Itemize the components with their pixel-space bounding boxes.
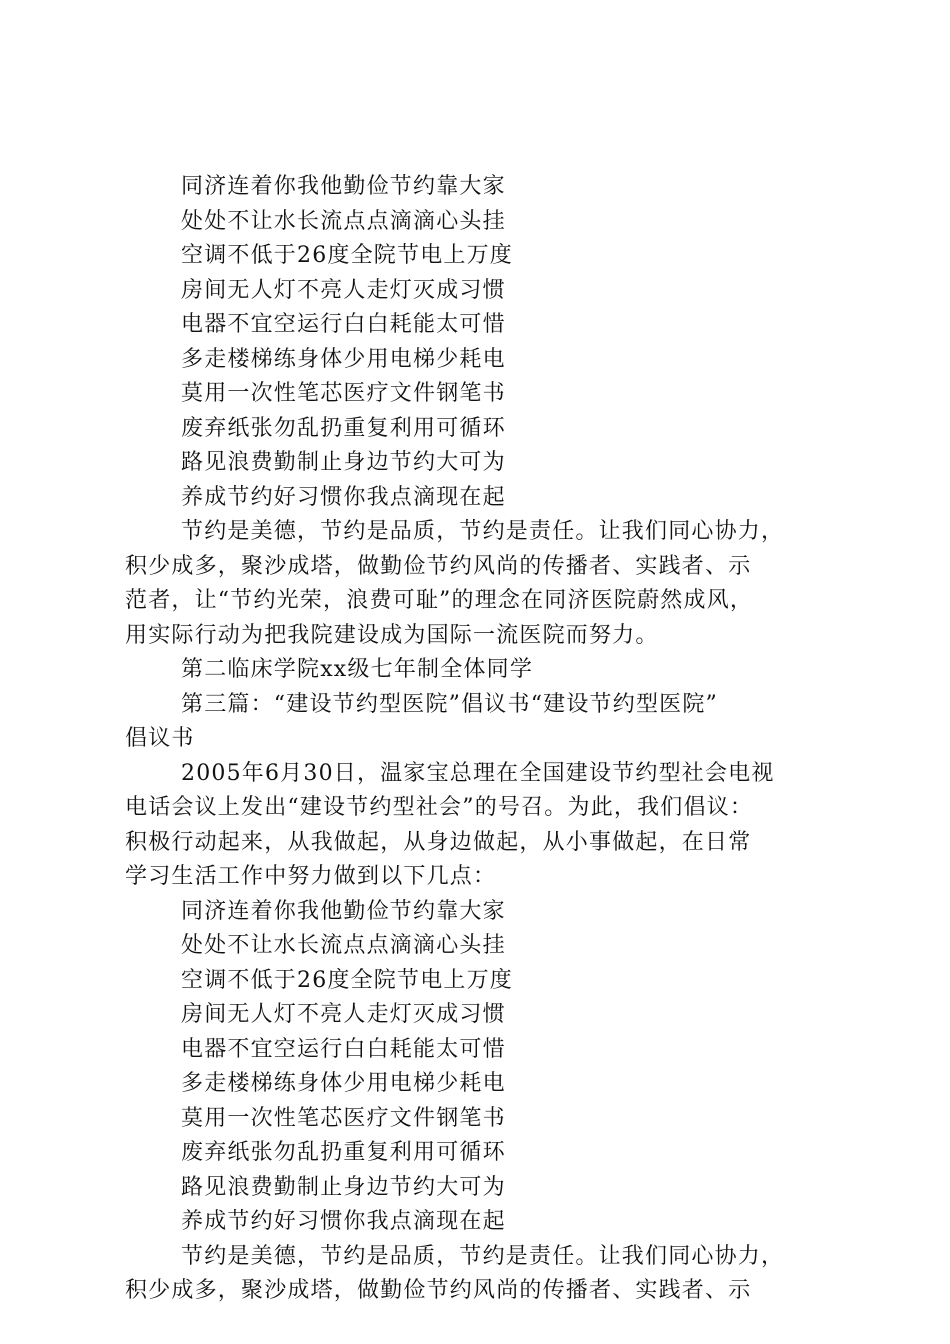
verse-line: 同济连着你我他勤俭节约靠大家 [181, 174, 506, 199]
signature-line: 第二临床学院xx级七年制全体同学 [181, 657, 534, 682]
closing-paragraph [125, 515, 845, 653]
slogan-verse-block [125, 895, 845, 1240]
verse-line: 电器不宜空运行白白耗能太可惜 [181, 312, 506, 337]
paragraph-line: 学习生活工作中努力做到以下几点： [125, 864, 497, 889]
verse-line: 路见浪费勤制止身边节约大可为 [181, 1174, 506, 1200]
verse-line: 多走楼梯练身体少用电梯少耗电 [181, 346, 506, 372]
paragraph-line: 积少成多，聚沙成塔，做勤俭节约风尚的传播者、实践者、示 [125, 553, 752, 579]
verse-line: 养成节约好习惯你我点滴现在起 [181, 1209, 506, 1234]
closing-paragraph [125, 1240, 845, 1309]
verse-line: 莫用一次性笔芯医疗文件钢笔书 [181, 381, 506, 406]
verse-line: 房间无人灯不亮人走灯灭成习惯 [181, 1002, 506, 1027]
verse-line: 莫用一次性笔芯医疗文件钢笔书 [181, 1105, 506, 1131]
verse-line: 空调不低于26度全院节电上万度 [181, 967, 513, 993]
paragraph-line: 2005年6月30日，温家宝总理在全国建设节约型社会电视 [181, 760, 775, 786]
paragraph-line: 用实际行动为把我院建设成为国际一流医院而努力。 [125, 622, 659, 648]
verse-line: 养成节约好习惯你我点滴现在起 [181, 484, 506, 510]
section-title [125, 688, 845, 757]
section-title-line: 第三篇：“建设节约型医院”倡议书“建设节约型医院” [181, 691, 718, 717]
verse-line: 废弃纸张勿乱扔重复利用可循环 [181, 1140, 506, 1165]
verse-line: 电器不宜空运行白白耗能太可惜 [181, 1036, 506, 1062]
verse-line: 房间无人灯不亮人走灯灭成习惯 [181, 277, 506, 303]
verse-line: 处处不让水长流点点滴滴心头挂 [181, 208, 506, 234]
document-body [125, 170, 845, 1309]
paragraph-line: 电话会议上发出“建设节约型社会”的号召。为此，我们倡议： [125, 795, 754, 820]
verse-line: 废弃纸张勿乱扔重复利用可循环 [181, 415, 506, 441]
verse-line: 多走楼梯练身体少用电梯少耗电 [181, 1071, 506, 1096]
paragraph-line: 积少成多，聚沙成塔，做勤俭节约风尚的传播者、实践者、示 [125, 1278, 752, 1303]
paragraph-line: 节约是美德，节约是品质，节约是责任。让我们同心协力， [181, 519, 785, 544]
paragraph-line: 节约是美德，节约是品质，节约是责任。让我们同心协力， [181, 1243, 785, 1269]
paragraph-line: 积极行动起来，从我做起，从身边做起，从小事做起，在日常 [125, 829, 752, 855]
verse-line: 路见浪费勤制止身边节约大可为 [181, 450, 506, 475]
intro-paragraph [125, 757, 845, 895]
slogan-verse-block [125, 170, 845, 515]
verse-line: 空调不低于26度全院节电上万度 [181, 243, 513, 268]
verse-line: 同济连着你我他勤俭节约靠大家 [181, 898, 506, 924]
verse-line: 处处不让水长流点点滴滴心头挂 [181, 933, 506, 958]
paragraph-line: 范者，让“节约光荣，浪费可耻”的理念在同济医院蔚然成风， [125, 588, 754, 613]
section-title-line: 倡议书 [125, 726, 195, 751]
